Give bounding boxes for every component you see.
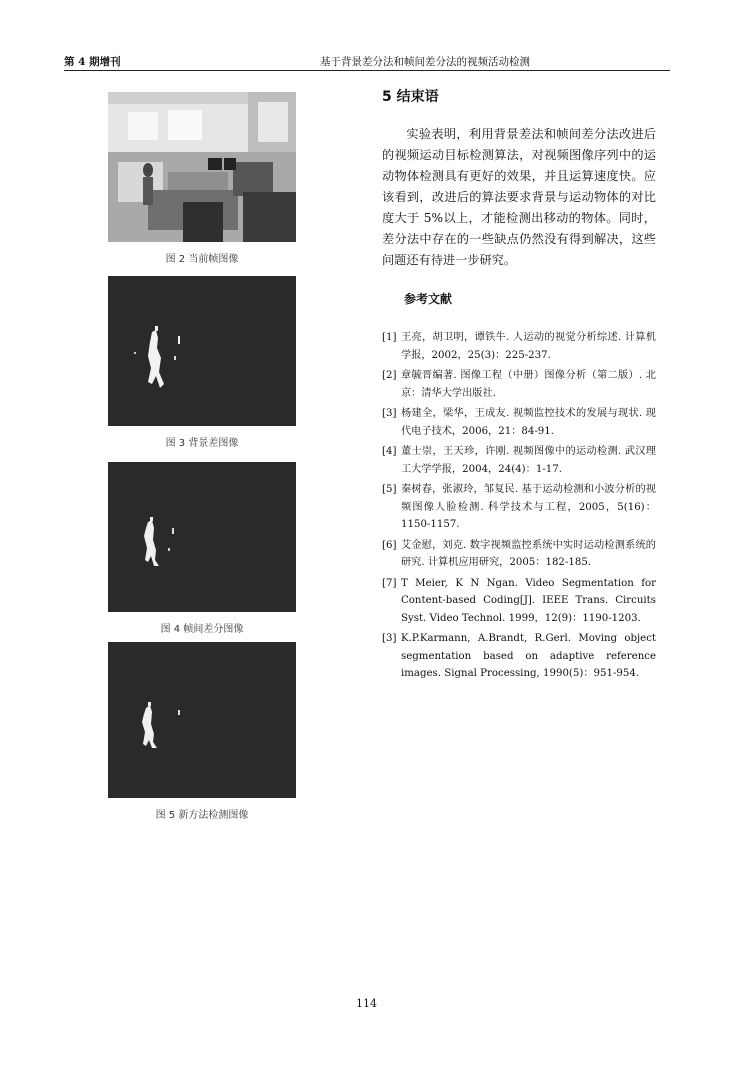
figure-frame-difference — [108, 462, 296, 635]
office-scene-photo — [108, 92, 296, 242]
binary-mask-image — [108, 276, 296, 426]
figure-caption: 图 5 新方法检测图像 — [155, 810, 249, 821]
reference-number: [6] — [382, 539, 397, 551]
references-list — [382, 329, 656, 686]
figure-caption: 图 4 帧间差分图像 — [160, 624, 244, 635]
running-header — [64, 50, 670, 71]
reference-text: T Meier, K N Ngan. Video Segmentation for Content-based Coding[J]. IEEE Trans. Circuits Syst. Video Technol. 1999，12(9)：1190-1203. — [401, 577, 656, 624]
reference-number: [2] — [382, 370, 397, 381]
references-title: 参考文献 — [404, 292, 453, 306]
page-number: 114 — [356, 997, 377, 1010]
reference-number: [1] — [382, 332, 397, 343]
reference-item — [382, 481, 656, 534]
background-difference-image — [108, 276, 296, 426]
reference-item — [382, 537, 656, 572]
conclusion-paragraph: 实验表明，利用背景差法和帧间差分法改进后的视频运动目标检测算法，对视频图像序列中的运动物体检测具有更好的效果，并且运算速度快。应该看到，改进后的算法要求背景与运动物体的对比度大于 5%以上，才能检测出移动的物体。同时，差分法中存在的一些缺点仍然没有得到解决，这些问题还有待进一步研究。 — [382, 127, 656, 267]
figure-current-frame — [108, 92, 296, 265]
reference-number: [7] — [382, 577, 397, 589]
running-title: 基于背景差分法和帧间差分法的视频活动检测 — [320, 56, 530, 68]
figure-background-difference — [108, 276, 296, 449]
reference-item — [382, 443, 656, 478]
reference-text: 董士崇，王天珍，许刚. 视频图像中的运动检测. 武汉理工大学学报，2004，24(4)：1-17. — [401, 446, 656, 475]
reference-text: 艾金慰，刘克. 数字视频监控系统中实时运动检测系统的研究. 计算机应用研究，2005：182-185. — [401, 539, 656, 568]
binary-mask-image — [108, 462, 296, 612]
figure-caption: 图 3 背景差图像 — [165, 438, 239, 449]
journal-issue: 第 4 期增刊 — [64, 56, 121, 68]
figure-new-method — [108, 642, 296, 821]
reference-item — [382, 405, 656, 440]
reference-number: [4] — [382, 446, 397, 457]
frame-difference-image — [108, 462, 296, 612]
reference-text: 秦树春，张淑玲，邹复民. 基于运动检测和小波分析的视频图像人脸检测. 科学技术与工程，2005，5(16)：1150-1157. — [401, 484, 656, 530]
figure-caption: 图 2 当前帧图像 — [165, 254, 239, 265]
reference-number: [3] — [382, 633, 397, 644]
reference-text: 杨建全，梁华，王成友. 视频监控技术的发展与现状. 现代电子技术，2006，21：84-91. — [401, 408, 656, 437]
reference-item — [382, 329, 656, 364]
reference-number: [5] — [382, 484, 397, 495]
binary-mask-image — [108, 642, 296, 798]
reference-item — [382, 367, 656, 402]
reference-text: 章毓晋编著. 图像工程（中册）图像分析（第二版）. 北京：清华大学出版社. — [401, 370, 656, 399]
reference-item — [382, 575, 656, 628]
reference-text: 王亮，胡卫明，谭铁牛. 人运动的视觉分析综述. 计算机学报，2002，25(3)：225-237. — [401, 332, 656, 361]
reference-item — [382, 630, 656, 683]
section-title: 5 结束语 — [382, 89, 439, 105]
reference-text: K.P.Karmann, A.Brandt, R.Gerl. Moving object segmentation based on adaptive reference images. Signal Processing, 1990(5)：951-954. — [401, 633, 656, 679]
current-frame-image — [108, 92, 296, 242]
new-method-image — [108, 642, 296, 798]
reference-number: [3] — [382, 408, 397, 419]
